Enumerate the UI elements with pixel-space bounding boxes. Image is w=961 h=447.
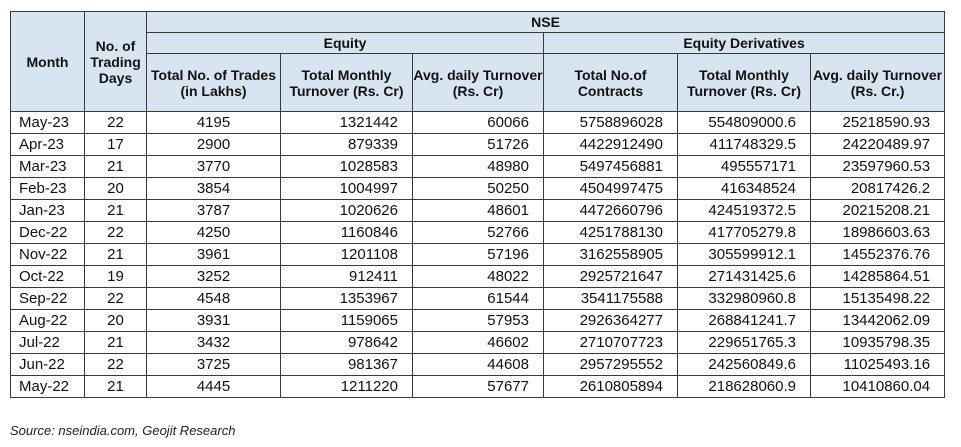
equity-avg-turnover-cell: 44608 xyxy=(413,354,544,376)
month-cell: Aug-22 xyxy=(11,310,85,332)
table-row xyxy=(11,354,945,376)
derivatives-turnover-cell: 417705279.8 xyxy=(678,222,811,244)
equity-avg-turnover-cell: 48980 xyxy=(413,156,544,178)
trading-days-cell: 20 xyxy=(85,310,147,332)
month-cell: May-23 xyxy=(11,112,85,134)
equity-avg-turnover-cell: 57196 xyxy=(413,244,544,266)
equity-avg-turnover-cell: 60066 xyxy=(413,112,544,134)
contracts-cell: 2957295552 xyxy=(544,354,678,376)
trading-days-cell: 21 xyxy=(85,244,147,266)
month-cell: Jan-23 xyxy=(11,200,85,222)
table-row xyxy=(11,200,945,222)
derivatives-avg-turnover-cell: 18986603.63 xyxy=(811,222,945,244)
nse-turnover-table-container xyxy=(10,11,944,398)
equity-avg-turnover-cell: 46602 xyxy=(413,332,544,354)
trades-cell: 3787 xyxy=(147,200,281,222)
contracts-cell: 4472660796 xyxy=(544,200,678,222)
trading-days-cell: 21 xyxy=(85,200,147,222)
equity-turnover-cell: 1321442 xyxy=(281,112,413,134)
derivatives-turnover-cell: 242560849.6 xyxy=(678,354,811,376)
derivatives-header: Equity Derivatives xyxy=(544,33,945,54)
table-row xyxy=(11,222,945,244)
derivatives-avg-turnover-cell: 10935798.35 xyxy=(811,332,945,354)
derivatives-avg-turnover-cell: 24220489.97 xyxy=(811,134,945,156)
trades-cell: 3252 xyxy=(147,266,281,288)
month-cell: Mar-23 xyxy=(11,156,85,178)
contracts-cell: 2926364277 xyxy=(544,310,678,332)
trades-cell: 4445 xyxy=(147,376,281,398)
contracts-cell: 5497456881 xyxy=(544,156,678,178)
column-header: Avg. daily Turnover (Rs. Cr) xyxy=(413,54,544,112)
equity-avg-turnover-cell: 61544 xyxy=(413,288,544,310)
equity-turnover-cell: 1020626 xyxy=(281,200,413,222)
column-header: Total No.of Contracts xyxy=(544,54,678,112)
derivatives-turnover-cell: 554809000.6 xyxy=(678,112,811,134)
derivatives-turnover-cell: 424519372.5 xyxy=(678,200,811,222)
trades-cell: 3854 xyxy=(147,178,281,200)
contracts-cell: 2925721647 xyxy=(544,266,678,288)
equity-turnover-cell: 912411 xyxy=(281,266,413,288)
equity-turnover-cell: 1211220 xyxy=(281,376,413,398)
table-row xyxy=(11,134,945,156)
trading-days-cell: 21 xyxy=(85,332,147,354)
exchange-header: NSE xyxy=(147,12,945,33)
derivatives-avg-turnover-cell: 15135498.22 xyxy=(811,288,945,310)
derivatives-avg-turnover-cell: 13442062.09 xyxy=(811,310,945,332)
contracts-cell: 4504997475 xyxy=(544,178,678,200)
trading-days-header: No. of Trading Days xyxy=(85,12,147,112)
trading-days-cell: 22 xyxy=(85,112,147,134)
contracts-cell: 5758896028 xyxy=(544,112,678,134)
equity-avg-turnover-cell: 48601 xyxy=(413,200,544,222)
table-row xyxy=(11,266,945,288)
equity-turnover-cell: 1353967 xyxy=(281,288,413,310)
derivatives-turnover-cell: 411748329.5 xyxy=(678,134,811,156)
trading-days-cell: 22 xyxy=(85,222,147,244)
trading-days-cell: 22 xyxy=(85,354,147,376)
contracts-cell: 4251788130 xyxy=(544,222,678,244)
equity-turnover-cell: 1160846 xyxy=(281,222,413,244)
table-row xyxy=(11,310,945,332)
month-cell: May-22 xyxy=(11,376,85,398)
trades-cell: 4195 xyxy=(147,112,281,134)
column-header: Total Monthly Turnover (Rs. Cr) xyxy=(281,54,413,112)
trading-days-cell: 22 xyxy=(85,288,147,310)
derivatives-turnover-cell: 332980960.8 xyxy=(678,288,811,310)
derivatives-avg-turnover-cell: 20817426.2 xyxy=(811,178,945,200)
equity-turnover-cell: 1159065 xyxy=(281,310,413,332)
derivatives-avg-turnover-cell: 14285864.51 xyxy=(811,266,945,288)
table-row xyxy=(11,376,945,398)
table-row xyxy=(11,244,945,266)
equity-turnover-cell: 1201108 xyxy=(281,244,413,266)
contracts-cell: 2610805894 xyxy=(544,376,678,398)
table-row xyxy=(11,332,945,354)
derivatives-turnover-cell: 416348524 xyxy=(678,178,811,200)
source-note: Source: nseindia.com, Geojit Research xyxy=(10,423,236,438)
trades-cell: 3725 xyxy=(147,354,281,376)
derivatives-avg-turnover-cell: 20215208.21 xyxy=(811,200,945,222)
column-header: Total No. of Trades (in Lakhs) xyxy=(147,54,281,112)
equity-header: Equity xyxy=(147,33,544,54)
month-header: Month xyxy=(11,12,85,112)
table-row xyxy=(11,288,945,310)
derivatives-avg-turnover-cell: 11025493.16 xyxy=(811,354,945,376)
table-header xyxy=(11,12,945,112)
column-header: Avg. daily Turnover (Rs. Cr.) xyxy=(811,54,945,112)
table-body xyxy=(11,112,945,398)
table-row xyxy=(11,112,945,134)
equity-avg-turnover-cell: 48022 xyxy=(413,266,544,288)
contracts-cell: 3541175588 xyxy=(544,288,678,310)
derivatives-turnover-cell: 271431425.6 xyxy=(678,266,811,288)
derivatives-avg-turnover-cell: 23597960.53 xyxy=(811,156,945,178)
trading-days-cell: 19 xyxy=(85,266,147,288)
month-cell: Jun-22 xyxy=(11,354,85,376)
derivatives-turnover-cell: 218628060.9 xyxy=(678,376,811,398)
trading-days-cell: 21 xyxy=(85,156,147,178)
equity-turnover-cell: 978642 xyxy=(281,332,413,354)
derivatives-avg-turnover-cell: 14552376.76 xyxy=(811,244,945,266)
month-cell: Apr-23 xyxy=(11,134,85,156)
equity-turnover-cell: 1028583 xyxy=(281,156,413,178)
equity-avg-turnover-cell: 50250 xyxy=(413,178,544,200)
month-cell: Nov-22 xyxy=(11,244,85,266)
table-row xyxy=(11,178,945,200)
month-cell: Jul-22 xyxy=(11,332,85,354)
trading-days-cell: 21 xyxy=(85,376,147,398)
month-cell: Oct-22 xyxy=(11,266,85,288)
derivatives-turnover-cell: 229651765.3 xyxy=(678,332,811,354)
derivatives-avg-turnover-cell: 25218590.93 xyxy=(811,112,945,134)
trades-cell: 3931 xyxy=(147,310,281,332)
equity-avg-turnover-cell: 51726 xyxy=(413,134,544,156)
equity-avg-turnover-cell: 57677 xyxy=(413,376,544,398)
equity-turnover-cell: 879339 xyxy=(281,134,413,156)
month-cell: Sep-22 xyxy=(11,288,85,310)
derivatives-turnover-cell: 495557171 xyxy=(678,156,811,178)
trading-days-cell: 20 xyxy=(85,178,147,200)
column-header: Total Monthly Turnover (Rs. Cr) xyxy=(678,54,811,112)
derivatives-turnover-cell: 305599912.1 xyxy=(678,244,811,266)
trades-cell: 3432 xyxy=(147,332,281,354)
equity-avg-turnover-cell: 52766 xyxy=(413,222,544,244)
derivatives-avg-turnover-cell: 10410860.04 xyxy=(811,376,945,398)
trading-days-cell: 17 xyxy=(85,134,147,156)
trades-cell: 3770 xyxy=(147,156,281,178)
equity-turnover-cell: 981367 xyxy=(281,354,413,376)
table-row xyxy=(11,156,945,178)
trades-cell: 3961 xyxy=(147,244,281,266)
equity-turnover-cell: 1004997 xyxy=(281,178,413,200)
trades-cell: 2900 xyxy=(147,134,281,156)
equity-avg-turnover-cell: 57953 xyxy=(413,310,544,332)
month-cell: Feb-23 xyxy=(11,178,85,200)
trades-cell: 4250 xyxy=(147,222,281,244)
contracts-cell: 4422912490 xyxy=(544,134,678,156)
contracts-cell: 2710707723 xyxy=(544,332,678,354)
nse-turnover-table xyxy=(10,11,945,398)
contracts-cell: 3162558905 xyxy=(544,244,678,266)
trades-cell: 4548 xyxy=(147,288,281,310)
derivatives-turnover-cell: 268841241.7 xyxy=(678,310,811,332)
month-cell: Dec-22 xyxy=(11,222,85,244)
